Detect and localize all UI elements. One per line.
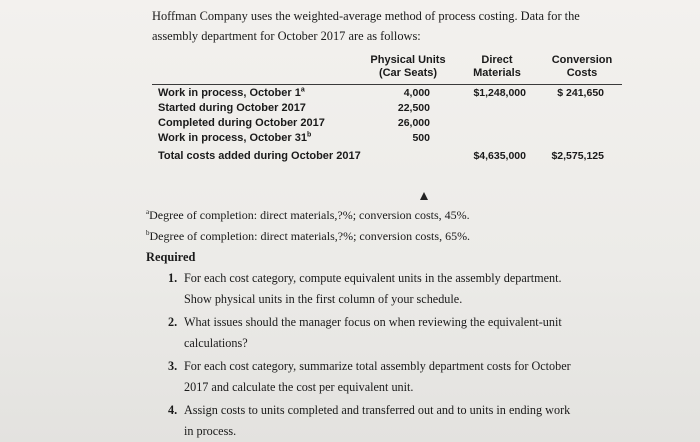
- item-1-line1: For each cost category, compute equivalent units in the assembly department.: [184, 271, 562, 285]
- header-cc-line2: Costs: [566, 67, 598, 79]
- item-4-line2: in process.: [184, 424, 237, 438]
- item-3-line2: 2017 and calculate the cost per equivalent unit.: [184, 380, 414, 394]
- item-2-line2: calculations?: [184, 336, 248, 350]
- cell-units-wip-oct31: 500: [412, 132, 430, 144]
- row-label-started: Started during October 2017: [158, 102, 306, 114]
- item-4-line1: Assign costs to units completed and transferred out and to units in ending work: [184, 403, 571, 417]
- item-2-line1: What issues should the manager focus on when reviewing the equivalent-unit: [184, 315, 562, 329]
- item-3-line1: For each cost category, summarize total assembly department costs for October: [184, 359, 571, 373]
- intro-line-2: assembly department for October 2017 are as follows:: [152, 29, 421, 43]
- cell-units-completed: 26,000: [397, 117, 430, 129]
- item-3-number: 3.: [168, 359, 178, 373]
- mouse-cursor-icon: [420, 192, 428, 200]
- row-label-completed: Completed during October 2017: [158, 117, 325, 129]
- item-2-number: 2.: [168, 315, 178, 329]
- footnote-a-mark: a: [146, 208, 150, 216]
- item-1-number: 1.: [168, 271, 178, 285]
- item-1-line2: Show physical units in the first column of your schedule.: [184, 292, 463, 306]
- footnote-a-text: Degree of completion: direct materials,?%; conversion costs, 45%.: [149, 208, 470, 222]
- required-item-3: [168, 356, 638, 398]
- footnote-a-marker: a: [300, 86, 305, 94]
- cell-dm-total: $4,635,000: [473, 150, 526, 162]
- required-item-2: [168, 312, 638, 354]
- header-physical-line1: Physical Units: [370, 54, 446, 66]
- footnote-b-text: Degree of completion: direct materials,?%; conversion costs, 65%.: [149, 229, 471, 243]
- required-heading: Required: [146, 250, 196, 264]
- row-label-wip-oct31: Work in process, October 31$^b$: [158, 131, 312, 144]
- footnote-b-mark: b: [146, 229, 150, 237]
- cell-cc-wip-oct1: $ 241,650: [557, 87, 604, 99]
- cell-cc-total: $2,575,125: [551, 150, 604, 162]
- header-dm-line2: Materials: [473, 67, 521, 79]
- row-label-wip-oct1: Work in process, October 1$^a$: [158, 86, 305, 99]
- row-label-total-costs: Total costs added during October 2017: [158, 150, 361, 162]
- header-conversion-costs: [542, 54, 622, 80]
- header-rule: [152, 84, 622, 85]
- required-item-4: [168, 400, 638, 442]
- header-direct-materials: [464, 54, 530, 80]
- intro-line-1: Hoffman Company uses the weighted-average method of process costing. Data for the: [152, 9, 580, 23]
- footnote-b-marker: b: [306, 131, 312, 139]
- header-cc-line1: Conversion: [551, 54, 613, 66]
- intro-paragraph: [152, 6, 622, 46]
- cell-units-wip-oct1: 4,000: [403, 87, 430, 99]
- footnote-b: [146, 228, 470, 244]
- required-item-1: [168, 268, 638, 310]
- header-dm-line1: Direct: [481, 54, 513, 66]
- cell-units-started: 22,500: [397, 102, 430, 114]
- item-4-number: 4.: [168, 403, 178, 417]
- footnote-a: [146, 207, 470, 223]
- header-physical-line2: (Car Seats): [378, 67, 438, 79]
- cell-dm-wip-oct1: $1,248,000: [473, 87, 526, 99]
- header-physical-units: [360, 54, 456, 80]
